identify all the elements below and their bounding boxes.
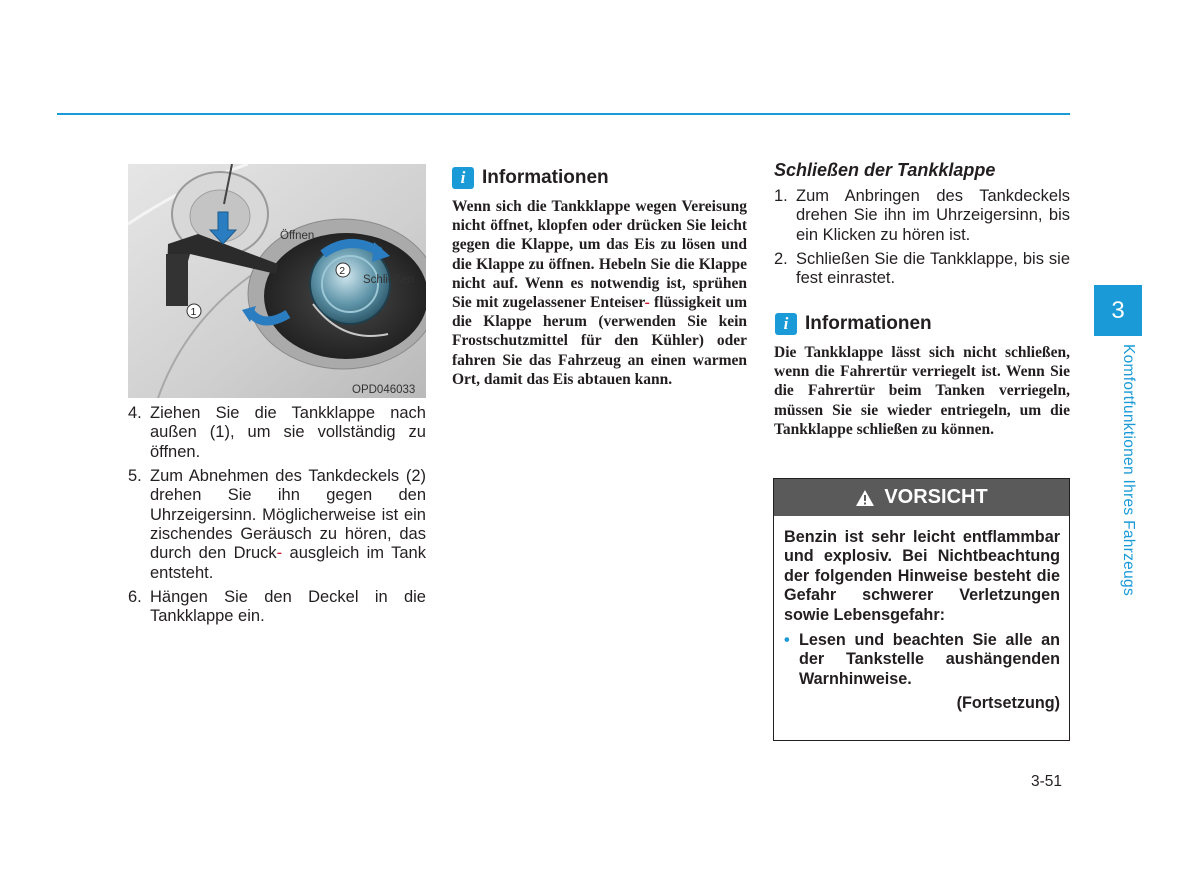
step-number: 1. xyxy=(774,187,788,205)
step-text: Schließen Sie die Tankklappe, bis sie fest einrastet. xyxy=(796,249,1070,288)
step-6 xyxy=(128,588,426,627)
fuel-door-illustration xyxy=(128,164,426,398)
label-close: Schließen xyxy=(363,274,415,286)
info-heading-right xyxy=(775,313,932,335)
step-text-part: Zum Abnehmen des Tankdeckels (2) drehen Sie ihn gegen den Uhrzeigersinn. Möglicherweise ist ein zischendes Geräusch zu hören, das durch den Druck xyxy=(150,466,426,563)
chapter-number-tab: 3 xyxy=(1094,285,1142,336)
chapter-title: Komfortfunktionen Ihres Fahrzeugs xyxy=(1120,344,1137,596)
step-1 xyxy=(774,187,1070,245)
step-number: 6. xyxy=(128,587,142,606)
caution-body xyxy=(774,516,1069,714)
section-title: Schließen der Tankklappe xyxy=(774,160,996,180)
callout-2: 2 xyxy=(339,265,346,277)
step-5 xyxy=(128,467,426,583)
step-text: Zum Anbringen des Tankdeckels drehen Sie ihn im Uhrzeigersinn, bis ein Klicken zu hören ist. xyxy=(796,187,1070,244)
bullet-text: Lesen und beachten Sie alle an der Tankstelle aushängenden Warnhinweise. xyxy=(799,631,1060,688)
caution-box xyxy=(773,478,1070,741)
closing-steps xyxy=(774,187,1070,293)
caution-text: Benzin ist sehr leicht entflammbar und explosiv. Bei Nichtbeachtung der folgenden Hinweise besteht die Gefahr schwerer Verletzungen sowie Lebensgefahr: xyxy=(784,528,1060,624)
step-2 xyxy=(774,250,1070,289)
info-heading-middle xyxy=(452,167,609,189)
step-number: 4. xyxy=(128,404,142,422)
continued-note: (Fortsetzung) xyxy=(956,694,1060,713)
top-rule xyxy=(57,113,1070,115)
step-text-part: ausgleich im Tank entsteht. xyxy=(150,544,426,582)
info-text-part: Wenn sich die Tankklappe wegen Vereisung nicht öffnet, klopfen oder drücken Sie leicht gegen die Klappe, um das Eis zu lösen und die Klappe zu öffnen. Hebeln Sie die Klappe nicht auf. Wenn es notwendig ist, sprühen Sie mit zugelassener Enteiser xyxy=(452,198,747,312)
info-text-middle xyxy=(452,197,747,389)
info-text-part: flüssigkeit um die Klappe herum (verwenden Sie kein Frostschutzmittel für den Kühler) oder fahren Sie das Fahrzeug an einen warmen Ort, damit das Eis abtauen kann. xyxy=(452,294,747,388)
info-icon: i xyxy=(452,167,474,189)
bullet-dot-icon: • xyxy=(784,631,790,650)
figure-code: OPD046033 xyxy=(352,384,416,396)
step-text: Hängen Sie den Deckel in die Tankklappe ein. xyxy=(150,587,426,626)
warning-triangle-icon xyxy=(855,489,875,507)
step-text: Ziehen Sie die Tankklappe nach außen (1), um sie vollständig zu öffnen. xyxy=(150,404,426,461)
info-title: Informationen xyxy=(482,167,609,188)
step-4 xyxy=(128,404,426,462)
info-title: Informationen xyxy=(805,313,932,334)
hyphen-mark: - xyxy=(644,294,650,312)
opening-steps xyxy=(128,404,426,631)
caution-title: VORSICHT xyxy=(884,486,988,508)
caution-bullet xyxy=(784,631,1060,689)
info-text-right: Die Tankklappe lässt sich nicht schließen, wenn die Fahrertür verriegelt ist. Wenn Sie die Fahrertür beim Tanken verriegeln, müssen Sie sie wieder entriegeln, um die Tankklappe schließen zu können. xyxy=(774,344,1070,438)
step-text xyxy=(150,467,426,583)
callout-1: 1 xyxy=(190,306,197,318)
page-number: 3-51 xyxy=(1031,773,1063,790)
info-icon: i xyxy=(775,313,797,335)
step-number: 5. xyxy=(128,466,142,485)
step-number: 2. xyxy=(774,249,788,268)
hyphen-mark: - xyxy=(276,544,283,563)
label-open: Öffnen xyxy=(280,230,315,242)
caution-header xyxy=(774,479,1069,516)
